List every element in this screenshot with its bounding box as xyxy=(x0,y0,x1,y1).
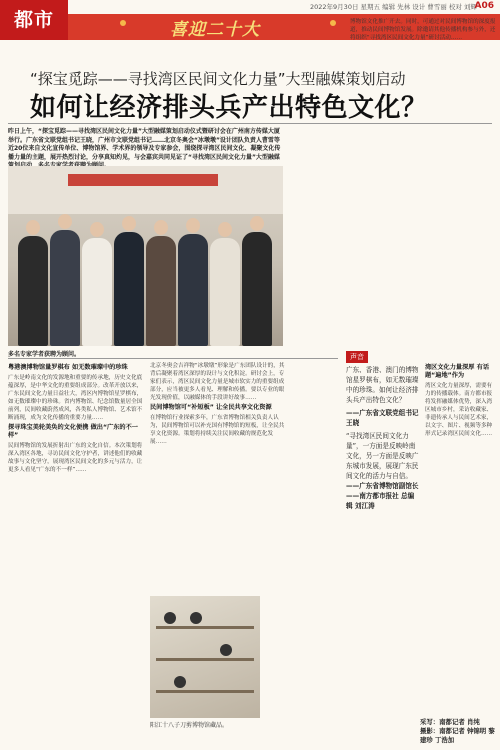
section-label: 都市 xyxy=(0,0,68,40)
body-text: 民间博物馆的发展折射出广东的文化自信。本次策划将深入湾区各地，寻访民间文化守护者，讲述他们的收藏故事与文化坚守，展现湾区民间文化的多元与活力，让更多人看见“广东的不一样”…… xyxy=(8,443,143,473)
decoration xyxy=(120,20,126,26)
voice-intro: 广东、香港、澳门的博物馆星罗棋布，如无数璀璨中的珍珠。如何让经济排头兵产出特色文化？ xyxy=(346,366,419,404)
body-text: 北京冬奥会吉祥物“冰墩墩”形象是广东团队设计的，其背后凝聚着湾区深厚的设计与文化积淀。研讨会上，专家们表示，湾区民间文化力量是城市软实力的重要组成部分，应当被更多人看见、理解和传播。要以专业的眼光发现价值，以融媒体的手段讲好故事…… xyxy=(150,363,285,401)
voice-tag: 声音 xyxy=(346,351,368,363)
divider xyxy=(8,358,338,359)
page-number: A06 xyxy=(474,1,494,11)
column-4 xyxy=(350,18,496,348)
voice-quote: “寻找湾区民间文化力量”，一方面是反映岭南文化，另一方面是反映广东城市发展，展现广东民间文化的活力与自信。 xyxy=(346,432,419,480)
body-text: 广东是岭南文化的发源地和重要的传承地，历史文化底蕴深厚，是中华文化的重要组成部分。改革开放以来，广东民间文化力量日益壮大，湾区内博物馆星罗棋布，如无数璀璨中的珍珠。省内博物馆、纪念馆数量居全国前列，民间收藏蔚然成风，各类私人博物馆、艺术馆不断涌现，成为文化传播的重要力量…… xyxy=(8,375,143,421)
body-text: 湾区文化力量深厚，需要有力的传播载体。南方都市报将发挥融媒体优势，深入湾区城市乡村，采访收藏家、非遗传承人与民间艺术家，以文字、图片、视频等多种形式记录湾区民间文化…… xyxy=(425,383,493,437)
subheading: 粤港澳博物馆量罗棋布 如无数璀璨中的珍珠 xyxy=(8,364,128,371)
photo-caption: 多名专家学者获聘为顾问。 xyxy=(8,351,81,358)
byline: 采写：南都记者 肖纯 摄影：南都记者 钟锦明 黎建珍 丁浩加 xyxy=(420,718,495,744)
attribution: ——广东省文联党组书记 王晓 xyxy=(346,409,419,427)
subheading: 探寻珠宝美轮美奂的文化便携 做出“广东的不一样” xyxy=(8,424,138,439)
body-text: 博物馆文化推广开去。同时，可通过对民间博物馆的深度报道，推动民间博物馆发展。除邀请其他传播机构参与外，还将组织“寻找湾区民间文化力量”研讨活动…… xyxy=(350,19,496,41)
column-5 xyxy=(425,362,497,712)
news-photo xyxy=(8,166,283,346)
article-lead: 昨日上午，“探宝觅踪——寻找湾区民间文化力量”大型融媒策划启动仪式暨研讨会在广州南方传媒大厦举行。广东省文联党组书记王晓，广州市文联党组书记……北京冬奥会“冰墩墩”设计团队负责人曹雪等近20位来自文化宣传单位、博物馆界、学术界的领导及专家参会，围绕探寻湾区民间文化、凝聚文化传播力量的主题，展开热烈讨论，分享真知灼见，与会嘉宾共同见证了“寻找湾区民间文化力量”大型融媒 xyxy=(8,128,281,161)
banner-title: 喜迎二十大 xyxy=(170,20,260,40)
date-line: 2022年9月30日 星期五 编辑 先林 设计 曹雪丽 校对 刘辉 xyxy=(310,3,477,11)
voice-box xyxy=(346,365,420,511)
column-2 xyxy=(150,362,285,592)
attribution: ——南方都市报社 总编辑 刘江涛 xyxy=(346,492,415,510)
article-headline: 如何让经济排头兵产出特色文化？ xyxy=(30,93,428,123)
column-1 xyxy=(8,362,143,746)
article-kicker: “探宝觅踪——寻找湾区民间文化力量”大型融媒策划启动 xyxy=(30,70,406,88)
attribution: ——广东省博物馆副馆长 xyxy=(346,482,419,490)
subheading: 民间博物馆可“补短板” 让全民共享文化资源 xyxy=(150,404,272,411)
museum-photo xyxy=(150,596,260,718)
body-text: 在博物馆行业探索多年，广东省博物馆相关负责人认为，民间博物馆可以补充国有博物馆的短板，让全民共享文化资源。策划将持续关注民间收藏的规范化发展…… xyxy=(150,415,285,445)
decoration xyxy=(330,20,336,26)
photo-caption: 阳江十八子刀剪博物馆藏品。 xyxy=(150,722,229,729)
subheading: 湾区文化力量深厚 有话题“遍地”作为 xyxy=(425,364,490,379)
